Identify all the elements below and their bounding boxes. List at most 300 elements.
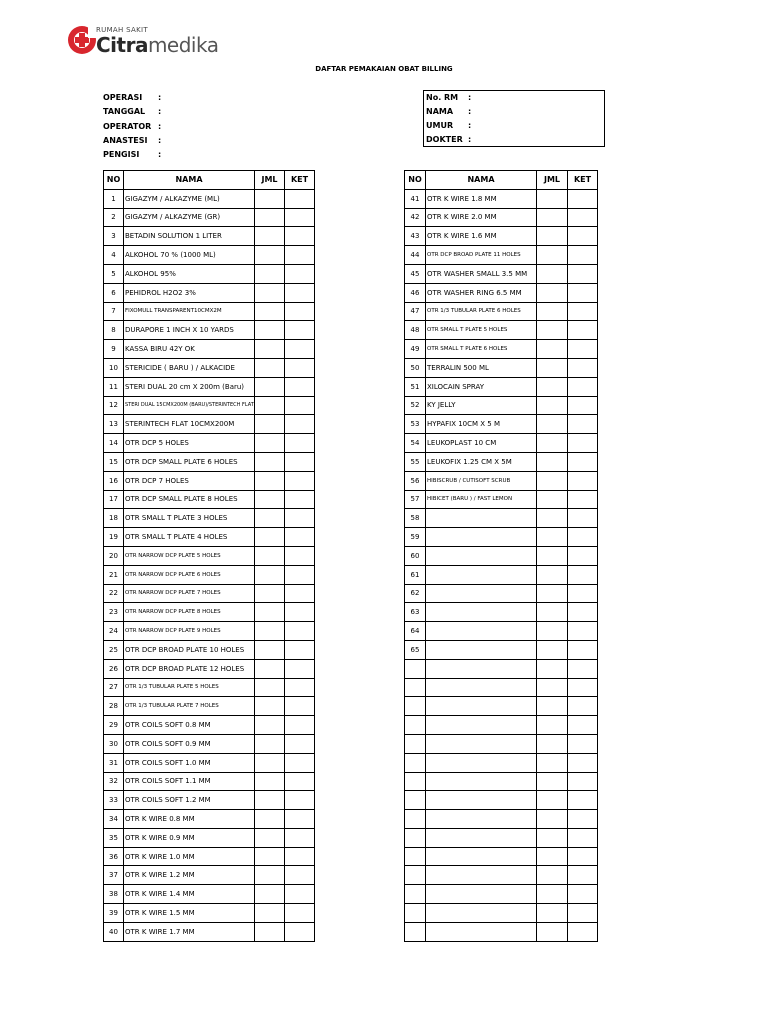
field-label: No. RM [426, 93, 459, 102]
field-value: : [158, 107, 162, 117]
item-name [426, 847, 537, 866]
field-label: DOKTER [426, 135, 463, 144]
jml-cell[interactable] [537, 866, 568, 885]
jml-cell[interactable] [537, 584, 568, 603]
ket-cell[interactable] [285, 283, 315, 302]
ket-cell[interactable] [285, 697, 315, 716]
medication-table-right [404, 170, 598, 942]
ket-cell[interactable] [285, 584, 315, 603]
item-name: DURAPORE 1 INCH X 10 YARDS [124, 321, 255, 340]
row-number [405, 885, 426, 904]
row-number: 18 [104, 509, 124, 528]
jml-cell[interactable] [255, 189, 285, 208]
ket-cell[interactable] [568, 415, 598, 434]
table-row [104, 358, 315, 377]
field-pengisi [103, 148, 161, 162]
jml-cell[interactable] [537, 528, 568, 547]
item-name [426, 810, 537, 829]
jml-cell[interactable] [255, 528, 285, 547]
jml-cell[interactable] [537, 734, 568, 753]
field-operator [103, 120, 161, 134]
ket-cell[interactable] [568, 490, 598, 509]
item-name: HIBISCRUB / CUTISOFT SCRUB [426, 471, 537, 490]
row-number: 5 [104, 264, 124, 283]
table-row [405, 377, 598, 396]
jml-cell[interactable] [537, 189, 568, 208]
jml-cell[interactable] [255, 810, 285, 829]
ket-cell[interactable] [285, 358, 315, 377]
item-name: OTR NARROW DCP PLATE 7 HOLES [124, 584, 255, 603]
medication-table-left [103, 170, 315, 942]
jml-cell[interactable] [255, 678, 285, 697]
row-number: 36 [104, 847, 124, 866]
jml-cell[interactable] [537, 659, 568, 678]
ket-cell[interactable] [285, 264, 315, 283]
row-number [405, 716, 426, 735]
ket-cell[interactable] [568, 565, 598, 584]
row-number [405, 659, 426, 678]
item-name: OTR COILS SOFT 0.8 MM [124, 716, 255, 735]
ket-cell[interactable] [285, 471, 315, 490]
jml-cell[interactable] [255, 340, 285, 359]
jml-cell[interactable] [537, 283, 568, 302]
row-number: 20 [104, 546, 124, 565]
table-row [104, 697, 315, 716]
jml-cell[interactable] [255, 716, 285, 735]
row-number: 49 [405, 340, 426, 359]
ket-cell[interactable] [285, 603, 315, 622]
jml-cell[interactable] [537, 377, 568, 396]
row-number: 25 [104, 640, 124, 659]
jml-cell[interactable] [537, 678, 568, 697]
row-number: 45 [405, 264, 426, 283]
item-name: OTR K WIRE 1.5 MM [124, 904, 255, 923]
field-operasi [103, 91, 161, 105]
jml-cell[interactable] [537, 622, 568, 641]
row-number: 8 [104, 321, 124, 340]
item-name: FIXOMULL TRANSPARENT10CMX2M [124, 302, 255, 321]
item-name [426, 885, 537, 904]
ket-cell[interactable] [568, 321, 598, 340]
jml-cell[interactable] [537, 396, 568, 415]
row-number: 64 [405, 622, 426, 641]
jml-cell[interactable] [255, 471, 285, 490]
ket-cell[interactable] [568, 828, 598, 847]
jml-cell[interactable] [537, 885, 568, 904]
table-row [405, 227, 598, 246]
ket-cell[interactable] [285, 528, 315, 547]
item-name: KASSA BIRU 42Y OK [124, 340, 255, 359]
item-name: OTR DCP SMALL PLATE 8 HOLES [124, 490, 255, 509]
logo-brand [96, 33, 218, 57]
row-number: 38 [104, 885, 124, 904]
row-number: 34 [104, 810, 124, 829]
ket-cell[interactable] [285, 509, 315, 528]
ket-cell[interactable] [568, 866, 598, 885]
row-number: 13 [104, 415, 124, 434]
item-name: ALKOHOL 95% [124, 264, 255, 283]
item-name [426, 678, 537, 697]
row-number: 7 [104, 302, 124, 321]
table-row [405, 847, 598, 866]
row-number [405, 828, 426, 847]
jml-cell[interactable] [537, 753, 568, 772]
jml-cell[interactable] [537, 452, 568, 471]
jml-cell[interactable] [255, 584, 285, 603]
ket-cell[interactable] [285, 415, 315, 434]
table-row [405, 546, 598, 565]
ket-cell[interactable] [568, 358, 598, 377]
jml-cell[interactable] [255, 321, 285, 340]
ket-cell[interactable] [285, 622, 315, 641]
header-ket: KET [568, 171, 598, 190]
field-value: : [468, 93, 472, 102]
table-row [405, 565, 598, 584]
field-value: : [158, 150, 162, 160]
citra-medika-logo-icon [66, 24, 98, 56]
jml-cell[interactable] [537, 603, 568, 622]
item-name [426, 716, 537, 735]
jml-cell[interactable] [537, 358, 568, 377]
ket-cell[interactable] [285, 377, 315, 396]
ket-cell[interactable] [568, 847, 598, 866]
ket-cell[interactable] [285, 753, 315, 772]
jml-cell[interactable] [537, 340, 568, 359]
field-label: OPERATOR [103, 121, 152, 131]
table-row [104, 753, 315, 772]
row-number [405, 753, 426, 772]
table-row [104, 772, 315, 791]
field-value: : [468, 121, 472, 130]
field-anastesi [103, 134, 161, 148]
row-number: 3 [104, 227, 124, 246]
table-row [104, 528, 315, 547]
table-row [104, 904, 315, 923]
table-row [104, 509, 315, 528]
jml-cell[interactable] [255, 659, 285, 678]
ket-cell[interactable] [285, 546, 315, 565]
jml-cell[interactable] [255, 227, 285, 246]
table-row [104, 716, 315, 735]
ket-cell[interactable] [568, 283, 598, 302]
table-header-row [104, 171, 315, 190]
jml-cell[interactable] [255, 866, 285, 885]
ket-cell[interactable] [568, 772, 598, 791]
item-name: GIGAZYM / ALKAZYME (GR) [124, 208, 255, 227]
item-name [426, 603, 537, 622]
item-name: OTR COILS SOFT 1.2 MM [124, 791, 255, 810]
jml-cell[interactable] [255, 546, 285, 565]
ket-cell[interactable] [285, 810, 315, 829]
ket-cell[interactable] [568, 302, 598, 321]
ket-cell[interactable] [568, 810, 598, 829]
ket-cell[interactable] [568, 340, 598, 359]
item-name: OTR SMALL T PLATE 6 HOLES [426, 340, 537, 359]
row-number: 57 [405, 490, 426, 509]
field-value: : [158, 135, 162, 145]
ket-cell[interactable] [568, 885, 598, 904]
item-name: BETADIN SOLUTION 1 LITER [124, 227, 255, 246]
row-number: 51 [405, 377, 426, 396]
ket-cell[interactable] [568, 471, 598, 490]
hospital-logo [66, 22, 219, 62]
jml-cell[interactable] [255, 377, 285, 396]
ket-cell[interactable] [568, 753, 598, 772]
jml-cell[interactable] [255, 904, 285, 923]
field-value: : [158, 93, 162, 102]
table-row [104, 659, 315, 678]
item-name: OTR K WIRE 1.4 MM [124, 885, 255, 904]
table-row [104, 340, 315, 359]
ket-cell[interactable] [568, 697, 598, 716]
ket-cell[interactable] [568, 640, 598, 659]
jml-cell[interactable] [537, 697, 568, 716]
ket-cell[interactable] [285, 321, 315, 340]
ket-cell[interactable] [568, 904, 598, 923]
ket-cell[interactable] [568, 434, 598, 453]
ket-cell[interactable] [285, 716, 315, 735]
ket-cell[interactable] [285, 340, 315, 359]
item-name: STERI DUAL 15CMX200M (BARU)/STERINTECH FLAT [124, 396, 255, 415]
row-number: 61 [405, 565, 426, 584]
header-ket: KET [285, 171, 315, 190]
ket-cell[interactable] [568, 678, 598, 697]
row-number: 59 [405, 528, 426, 547]
ket-cell[interactable] [568, 546, 598, 565]
logo-small-text: RUMAH SAKIT [96, 26, 148, 34]
row-number: 62 [405, 584, 426, 603]
item-name: ALKOHOL 70 % (1000 ML) [124, 246, 255, 265]
jml-cell[interactable] [255, 603, 285, 622]
table-row [405, 810, 598, 829]
item-name: OTR NARROW DCP PLATE 9 HOLES [124, 622, 255, 641]
ket-cell[interactable] [285, 565, 315, 584]
jml-cell[interactable] [537, 904, 568, 923]
jml-cell[interactable] [537, 434, 568, 453]
item-name [426, 622, 537, 641]
document-title: DAFTAR PEMAKAIAN OBAT BILLING [315, 65, 453, 73]
item-name [426, 904, 537, 923]
jml-cell[interactable] [255, 622, 285, 641]
row-number: 56 [405, 471, 426, 490]
row-number: 4 [104, 246, 124, 265]
field-nama [424, 105, 604, 119]
jml-cell[interactable] [537, 716, 568, 735]
item-name: HYPAFIX 10CM X 5 M [426, 415, 537, 434]
table-row [104, 791, 315, 810]
table-row [104, 264, 315, 283]
table-row [104, 922, 315, 941]
header-no: NO [405, 171, 426, 190]
jml-cell[interactable] [255, 358, 285, 377]
jml-cell[interactable] [537, 302, 568, 321]
ket-cell[interactable] [285, 452, 315, 471]
jml-cell[interactable] [255, 264, 285, 283]
item-name: OTR K WIRE 0.9 MM [124, 828, 255, 847]
field-label: PENGISI [103, 150, 140, 160]
ket-cell[interactable] [285, 302, 315, 321]
jml-cell[interactable] [537, 791, 568, 810]
field-value: : [158, 121, 162, 131]
jml-cell[interactable] [255, 565, 285, 584]
ket-cell[interactable] [568, 208, 598, 227]
ket-cell[interactable] [568, 264, 598, 283]
row-number: 19 [104, 528, 124, 547]
table-row [104, 565, 315, 584]
jml-cell[interactable] [537, 847, 568, 866]
table-row [405, 716, 598, 735]
field-dokter [424, 133, 604, 147]
table-row [104, 321, 315, 340]
jml-cell[interactable] [255, 246, 285, 265]
ket-cell[interactable] [568, 659, 598, 678]
jml-cell[interactable] [537, 922, 568, 941]
row-number: 10 [104, 358, 124, 377]
jml-cell[interactable] [255, 452, 285, 471]
ket-cell[interactable] [285, 885, 315, 904]
item-name: OTR DCP BROAD PLATE 10 HOLES [124, 640, 255, 659]
ket-cell[interactable] [285, 640, 315, 659]
ket-cell[interactable] [568, 734, 598, 753]
jml-cell[interactable] [537, 208, 568, 227]
ket-cell[interactable] [568, 377, 598, 396]
ket-cell[interactable] [568, 528, 598, 547]
jml-cell[interactable] [255, 697, 285, 716]
ket-cell[interactable] [568, 227, 598, 246]
item-name: OTR DCP 7 HOLES [124, 471, 255, 490]
ket-cell[interactable] [568, 509, 598, 528]
row-number: 46 [405, 283, 426, 302]
jml-cell[interactable] [537, 828, 568, 847]
item-name: OTR SMALL T PLATE 3 HOLES [124, 509, 255, 528]
ket-cell[interactable] [568, 622, 598, 641]
jml-cell[interactable] [537, 810, 568, 829]
table-row [405, 415, 598, 434]
ket-cell[interactable] [568, 246, 598, 265]
item-name [426, 659, 537, 678]
table-row [405, 659, 598, 678]
jml-cell[interactable] [255, 509, 285, 528]
row-number: 14 [104, 434, 124, 453]
jml-cell[interactable] [255, 490, 285, 509]
ket-cell[interactable] [285, 866, 315, 885]
jml-cell[interactable] [537, 546, 568, 565]
ket-cell[interactable] [568, 922, 598, 941]
jml-cell[interactable] [255, 415, 285, 434]
jml-cell[interactable] [255, 922, 285, 941]
jml-cell[interactable] [537, 772, 568, 791]
jml-cell[interactable] [537, 490, 568, 509]
row-number: 32 [104, 772, 124, 791]
ket-cell[interactable] [285, 227, 315, 246]
ket-cell[interactable] [285, 678, 315, 697]
table-row [104, 885, 315, 904]
row-number: 43 [405, 227, 426, 246]
ket-cell[interactable] [568, 584, 598, 603]
field-label: OPERASI [103, 93, 143, 102]
table-row [104, 189, 315, 208]
jml-cell[interactable] [255, 791, 285, 810]
row-number [405, 772, 426, 791]
ket-cell[interactable] [568, 791, 598, 810]
row-number: 1 [104, 189, 124, 208]
jml-cell[interactable] [537, 264, 568, 283]
jml-cell[interactable] [255, 734, 285, 753]
item-name: HIBICET (BARU ) / FAST LEMON [426, 490, 537, 509]
jml-cell[interactable] [255, 847, 285, 866]
jml-cell[interactable] [255, 434, 285, 453]
ket-cell[interactable] [285, 396, 315, 415]
row-number: 22 [104, 584, 124, 603]
ket-cell[interactable] [285, 828, 315, 847]
item-name: OTR NARROW DCP PLATE 5 HOLES [124, 546, 255, 565]
table-row [405, 697, 598, 716]
item-name: OTR 1/3 TUBULAR PLATE 7 HOLES [124, 697, 255, 716]
ket-cell[interactable] [285, 791, 315, 810]
item-name: XILOCAIN SPRAY [426, 377, 537, 396]
table-row [104, 471, 315, 490]
row-number: 35 [104, 828, 124, 847]
table-row [405, 471, 598, 490]
ket-cell[interactable] [285, 189, 315, 208]
jml-cell[interactable] [537, 640, 568, 659]
jml-cell[interactable] [255, 640, 285, 659]
jml-cell[interactable] [537, 471, 568, 490]
ket-cell[interactable] [568, 716, 598, 735]
ket-cell[interactable] [285, 772, 315, 791]
header-jml: JML [537, 171, 568, 190]
ket-cell[interactable] [568, 452, 598, 471]
jml-cell[interactable] [537, 246, 568, 265]
jml-cell[interactable] [537, 415, 568, 434]
item-name: KY JELLY [426, 396, 537, 415]
jml-cell[interactable] [255, 828, 285, 847]
ket-cell[interactable] [568, 396, 598, 415]
row-number: 40 [104, 922, 124, 941]
ket-cell[interactable] [285, 659, 315, 678]
jml-cell[interactable] [255, 302, 285, 321]
ket-cell[interactable] [285, 246, 315, 265]
jml-cell[interactable] [537, 565, 568, 584]
row-number [405, 697, 426, 716]
ket-cell[interactable] [568, 603, 598, 622]
jml-cell[interactable] [537, 509, 568, 528]
ket-cell[interactable] [285, 490, 315, 509]
table-row [104, 396, 315, 415]
jml-cell[interactable] [255, 396, 285, 415]
ket-cell[interactable] [285, 208, 315, 227]
item-name: LEUKOPLAST 10 CM [426, 434, 537, 453]
ket-cell[interactable] [285, 904, 315, 923]
table-row [405, 678, 598, 697]
jml-cell[interactable] [255, 283, 285, 302]
ket-cell[interactable] [285, 434, 315, 453]
table-row [104, 227, 315, 246]
jml-cell[interactable] [255, 208, 285, 227]
ket-cell[interactable] [285, 922, 315, 941]
jml-cell[interactable] [537, 227, 568, 246]
header-jml: JML [255, 171, 285, 190]
ket-cell[interactable] [285, 734, 315, 753]
jml-cell[interactable] [255, 885, 285, 904]
jml-cell[interactable] [255, 753, 285, 772]
ket-cell[interactable] [568, 189, 598, 208]
row-number: 6 [104, 283, 124, 302]
jml-cell[interactable] [537, 321, 568, 340]
row-number: 39 [104, 904, 124, 923]
ket-cell[interactable] [285, 847, 315, 866]
jml-cell[interactable] [255, 772, 285, 791]
